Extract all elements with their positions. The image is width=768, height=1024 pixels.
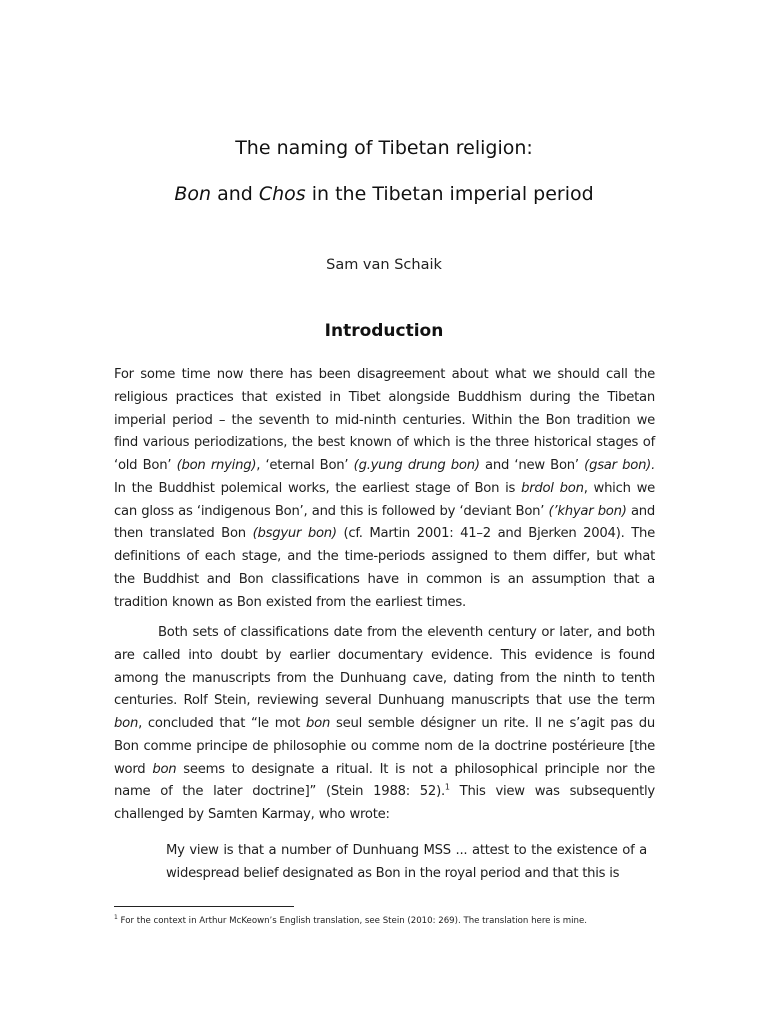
p1-text-4: In the Buddhist polemical works, the earliest stage of Bon is [114,480,522,496]
title-line-1: The naming of Tibetan religion: [235,137,533,159]
title-rest: in the Tibetan imperial period [305,183,594,205]
title-term-bon: Bon [174,183,212,205]
p1-text-5: , which we can gloss as ‘indigenous Bon’, and this is followed by ‘deviant Bon’ [114,480,656,519]
p1-term-gsar-bon: (gsar bon). [584,458,656,473]
p2-term-bon-3: bon [152,761,177,777]
footnote-divider [114,906,294,907]
p1-term-gyung-drung-bon: (g.yung drung bon) [353,458,480,473]
p1-text-1: For some time now there has been disagreement about what we should call the religious practices that existed in Tibet alongside Buddhism during the Tibetan imperial period – the seventh to mid-ninth centuries. Within the Bon tradition we find various periodizations, the best known of which is the three historical stages of ‘old Bon’ [114,367,655,473]
p1-text-7: (cf. Martin 2001: 41–2 and Bjerken 2004). The definitions of each stage, and the time-periods assigned to them differ, but what the Buddhist and Bon classifications have in common is an assumption that a tradition known as Bon existed from the earliest times. [114,526,655,610]
p1-text-3: and ‘new Bon’ [479,458,585,473]
p1-term-bsgyur-bon: (bsgyur bon) [252,526,337,542]
p1-text-2: , ‘eternal Bon’ [256,458,354,473]
author-name: Sam van Schaik [326,257,442,273]
p2-text-2: , concluded that “le mot [138,716,307,731]
p1-text-6: and then translated Bon [114,503,656,542]
paragraph-2 [114,622,655,827]
footnote-reference[interactable]: 1 [444,782,450,792]
section-heading-introduction: Introduction [324,321,444,341]
title-term-chos: Chos [258,183,306,205]
title-and: and [211,183,259,205]
p1-term-brdol-bon: brdol bon [521,480,584,496]
footnote-text: For the context in Arthur McKeown’s English translation, see Stein (2010: 269). The translation here is mine. [117,916,588,926]
paragraph-1 [114,364,655,614]
p2-text-3: seul semble désigner un rite. Il ne s’agit pas du Bon comme principe de philosophie ou comme nom de la doctrine postérieure [the word [114,716,655,777]
footnote-mark: 1 [114,914,118,922]
p2-term-bon-1: bon [114,716,139,731]
p2-text-5: This view was subsequently challenged by Samten Karmay, who wrote: [114,784,655,822]
footnote [114,915,674,927]
p2-text-1: Both sets of classifications date from the eleventh century or later, and both are called into doubt by earlier documentary evidence. This evidence is found among the manuscripts from the Dunhuang cave, dating from the ninth to tenth centuries. Rolf Stein, reviewing several Dunhuang manuscripts that use the term [114,625,655,709]
block-quote: My view is that a number of Dunhuang MSS ... attest to the existence of a widespread belief designated as Bon in the royal period and that this is [166,843,647,881]
p2-text-4: seems to designate a ritual. It is not a philosophical principle nor the name of the later doctrine]” (Stein 1988: 52). [114,761,655,800]
p1-term-bon-rnying: (bon rnying) [176,458,257,473]
p1-term-khyar-bon: (’khyar bon) [548,503,627,519]
title-line-2 [0,182,768,206]
p2-term-bon-2: bon [306,716,331,731]
